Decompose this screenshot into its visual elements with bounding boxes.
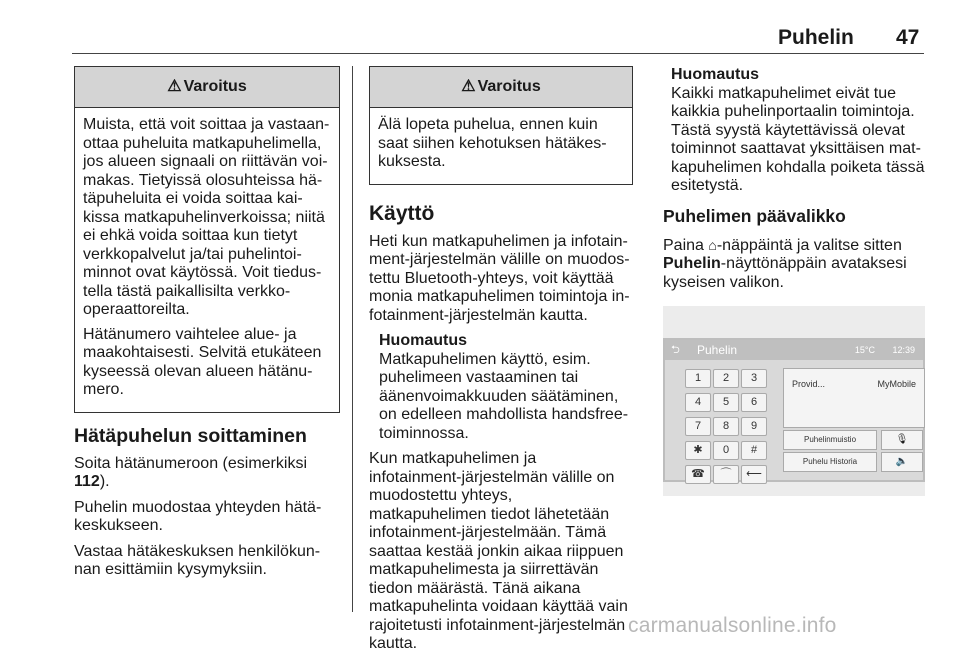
keypad-key[interactable]: 3 — [741, 369, 767, 388]
call-history-button[interactable]: Puhelu Historia — [783, 452, 877, 472]
keypad-key[interactable]: 1 — [685, 369, 711, 388]
provider-name: Provid... — [792, 379, 826, 389]
mobile-name: MyMobile — [877, 379, 916, 389]
keypad-key[interactable]: 4 — [685, 393, 711, 412]
note-text: Matkapuhelimen käyttö, esim. puhelimeen vastaaminen tai äänenvoimakkuuden säätäminen, on edelleen mahdollista handsfree-toiminnossa. — [379, 350, 629, 442]
call-history-row — [783, 452, 923, 470]
clock: 12:39 — [892, 345, 915, 355]
section-heading: Käyttö — [369, 201, 435, 225]
keypad-key[interactable]: 8 — [713, 417, 739, 436]
column-2 — [369, 66, 633, 661]
body-paragraph: Soita hätänumeroon (esimerkiksi 112). — [74, 454, 307, 490]
note-block — [369, 332, 633, 443]
keypad-key[interactable]: 7 — [685, 417, 711, 436]
keypad-key[interactable]: 2 — [713, 369, 739, 388]
page-number: 47 — [896, 26, 920, 49]
temperature: 15°C — [854, 345, 875, 355]
header-divider — [72, 53, 924, 54]
body-paragraph: Heti kun matkapuhelimen ja infotainment-järjestelmän välille on muodostettu Bluetooth-yhteys, voit käyttää monia matkapuhelimen toimintoja infotainment-järjestelmän kautta. — [369, 232, 630, 324]
speaker-icon[interactable]: 🔈 — [881, 452, 923, 472]
page-header — [0, 26, 960, 52]
column-3 — [663, 66, 925, 496]
hangup-icon[interactable]: ⌒ — [713, 465, 739, 484]
body-paragraph: Puhelin muodostaa yhteyden hätäkeskukseen. — [74, 498, 322, 534]
warning-triangle-icon: ⚠ — [167, 78, 182, 95]
warning-body — [370, 108, 632, 184]
section-heading: Puhelimen päävalikko — [663, 205, 846, 226]
warning-triangle-icon: ⚠ — [461, 78, 476, 95]
warning-title: ⚠ Varoitus — [370, 67, 632, 108]
column-divider — [352, 66, 353, 612]
screen-title-bar — [665, 340, 923, 360]
keypad-key[interactable]: 9 — [741, 417, 767, 436]
warning-paragraph: Älä lopeta puhelua, ennen kuin saat siihen kehotuksen hätäkeskuksesta. — [378, 116, 607, 170]
warning-paragraph: Muista, että voit soittaa ja vastaanottaa puheluita matkapuhelimella, jos alueen signaali on riittävän voimakas. Tietyissä olosuhteissa hätäpuheluita ei voida soittaa kaikissa matkapuhelinverkoissa; niitä ei ehkä voida soittaa kun tietyt verkkopalvelut ja/tai puhelintoiminnot ovat käytössä. Voit tiedustella tästä paikallisilta verkkooperaattoreilta. — [83, 116, 330, 318]
screen-title: Puhelin — [697, 343, 738, 357]
back-arrow-icon[interactable]: ⮌ — [671, 344, 680, 356]
note-title: Huomautus — [379, 332, 467, 349]
emergency-number: 112 — [74, 473, 100, 490]
phonebook-button[interactable]: Puhelinmuistio — [783, 430, 877, 450]
call-icon[interactable]: ☎ — [685, 465, 711, 484]
note-block — [663, 66, 925, 196]
keypad-key[interactable]: ✱ — [685, 441, 711, 460]
warning-box — [369, 66, 633, 185]
warning-paragraph: Hätänumero vaihtelee alue- ja maakohtaisesti. Selvitä etukäteen kyseessä olevan alueen hätänumero. — [83, 325, 322, 398]
note-title: Huomautus — [671, 66, 759, 83]
watermark: carmanualsonline.info — [628, 614, 837, 637]
section-title: Puhelin — [778, 26, 854, 49]
phone-screen — [663, 338, 925, 482]
note-text: Kaikki matkapuhelimet eivät tue kaikkia puhelinportaalin toimintoja. Tästä syystä käytettävissä olevat toiminnot saattavat yksittäisen matkapuhelimen kohdalla poiketa tässä esitetystä. — [671, 84, 925, 194]
keypad-key[interactable]: # — [741, 441, 767, 460]
dial-keypad — [685, 368, 777, 488]
column-1 — [74, 66, 340, 587]
warning-body — [75, 108, 339, 412]
backspace-icon[interactable]: ⟵ — [741, 465, 767, 484]
warning-box — [74, 66, 340, 413]
keypad-key[interactable]: 0 — [713, 441, 739, 460]
mic-mute-icon[interactable]: 🎙 — [881, 430, 923, 450]
body-paragraph: Kun matkapuhelimen ja infotainment-järjestelmän välille on muodostettu yhteys, matkapuhelimen tiedot lähetetään infotainment-järjestelmään. Tämä saattaa kestää jonkin aikaa riippuen matkapuhelimesta ja siirrettävän tiedon määrästä. Tänä aikana matkapuhelinta voidaan käyttää vain rajoitetusti infotainment-järjestelmän kautta. — [369, 450, 628, 652]
phonebook-row — [783, 430, 923, 448]
menu-name: Puhelin — [663, 255, 721, 272]
body-paragraph: Paina ⌂-näppäintä ja valitse sitten Puhelin-näyttönäppäin avataksesi kyseisen valikon. — [663, 236, 907, 291]
connection-panel — [783, 368, 925, 428]
section-heading: Hätäpuhelun soittaminen — [74, 424, 307, 447]
infotainment-screenshot — [663, 306, 925, 496]
keypad-key[interactable]: 5 — [713, 393, 739, 412]
warning-title: ⚠ Varoitus — [75, 67, 339, 108]
body-paragraph: Vastaa hätäkeskuksen henkilökunnan esittämiin kysymyksiin. — [74, 542, 321, 578]
home-icon: ⌂ — [708, 236, 717, 253]
keypad-key[interactable]: 6 — [741, 393, 767, 412]
